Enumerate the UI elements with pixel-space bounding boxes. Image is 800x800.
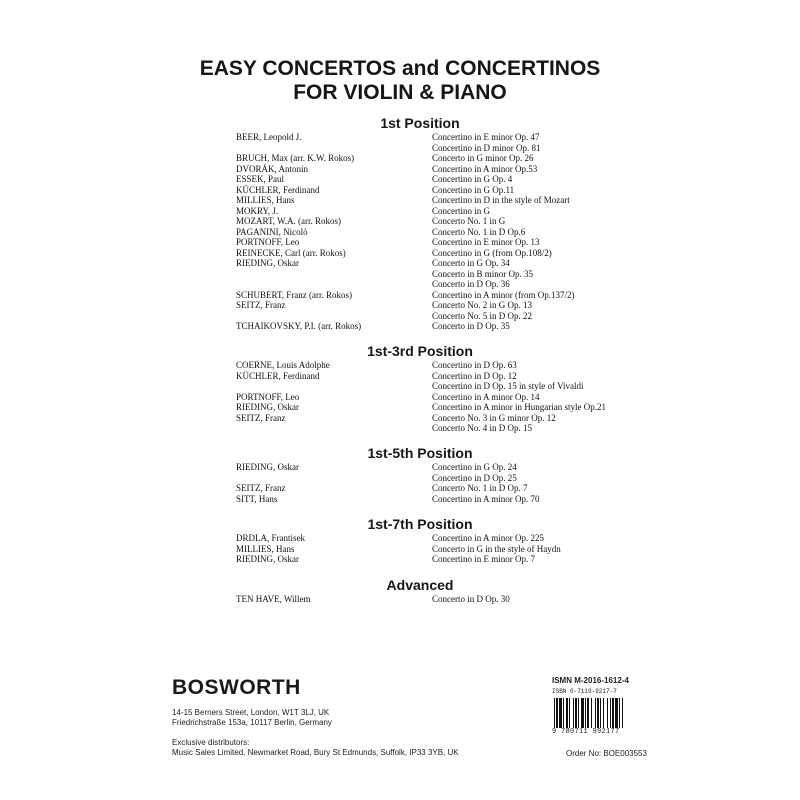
publisher-address-berlin: Friedrichstraße 153a, 10117 Berlin, Germany: [172, 718, 332, 727]
piece-title: Concerto in D Op. 36: [432, 279, 510, 289]
composer-name: TEN HAVE, Willem: [236, 594, 311, 604]
piece-title: Concerto No. 2 in G Op. 13: [432, 300, 532, 310]
list-item: [0, 227, 800, 238]
list-item: [0, 132, 800, 143]
isbn-number: ISBN 0-7119-9217-7: [552, 688, 617, 695]
list-item: [0, 371, 800, 382]
composer-name: RIEDING, Oskar: [236, 258, 299, 268]
list-item: [0, 195, 800, 206]
section-list-advanced: [0, 594, 800, 605]
composer-name: COERNE, Louis Adolphe: [236, 360, 330, 370]
piece-title: Concertino in G Op. 4: [432, 174, 513, 184]
piece-title: Concerto in G Op. 34: [432, 258, 510, 268]
section-heading-1st-7th-position: 1st-7th Position: [367, 516, 473, 532]
piece-title: Concertino in D minor Op. 81: [432, 142, 541, 153]
list-item: [0, 185, 800, 196]
composer-name: SITT, Hans: [236, 493, 278, 504]
publisher-logo: BOSWORTH: [172, 676, 301, 699]
list-item: [0, 311, 800, 322]
list-item: [0, 483, 800, 494]
piece-title: Concertino in E minor Op. 7: [432, 554, 535, 564]
composer-name: MILLIES, Hans: [236, 195, 295, 205]
piece-title: Concerto No. 4 in D Op. 15: [432, 423, 532, 433]
composer-name: SCHUBERT, Franz (arr. Rokos): [236, 289, 353, 300]
section-heading-advanced: Advanced: [386, 577, 454, 593]
section-list-1st-3rd-position: [0, 360, 800, 434]
composer-name: KÜCHLER, Ferdinand: [236, 370, 320, 381]
piece-title: Concertino in A minor in Hungarian style Op.21: [432, 402, 606, 412]
composer-name: SEITZ, Franz: [236, 483, 286, 493]
barcode-icon: [552, 698, 656, 728]
composer-name: SEITZ, Franz: [236, 300, 286, 310]
piece-title: Concerto No. 1 in G: [432, 216, 506, 226]
list-item: [0, 164, 800, 175]
list-item: [0, 402, 800, 413]
composer-name: RIEDING, Oskar: [236, 554, 299, 564]
piece-title: Concerto No. 1 in D Op. 7: [432, 483, 528, 493]
composer-name: PAGANINI, Nicolò: [236, 226, 308, 237]
piece-title: Concerto No. 1 in D Op.6: [432, 226, 526, 237]
distributors-address: Music Sales Limited, Newmarket Road, Bury St Edmunds, Suffolk, IP33 3YB, UK: [172, 748, 459, 757]
publisher-address-london: 14-15 Berners Street, London, W1T 3LJ, UK: [172, 708, 330, 717]
section-heading-1st-position: 1st Position: [380, 115, 460, 131]
piece-title: Concertino in D Op. 63: [432, 360, 517, 370]
list-item: [0, 153, 800, 164]
list-item: [0, 533, 800, 544]
list-item: [0, 174, 800, 185]
composer-name: KÜCHLER, Ferdinand: [236, 184, 320, 195]
list-item: [0, 554, 800, 565]
piece-title: Concerto in D Op. 30: [432, 594, 510, 604]
list-item: [0, 321, 800, 332]
piece-title: Concertino in D Op. 25: [432, 472, 517, 483]
composer-name: MOZART, W.A. (arr. Rokos): [236, 216, 342, 226]
piece-title: Concerto No. 5 in D Op. 22: [432, 310, 532, 321]
section-list-1st-5th-position: [0, 462, 800, 504]
list-item: [0, 392, 800, 403]
piece-title: Concerto No. 3 in G minor Op. 12: [432, 412, 556, 423]
title-line-2: FOR VIOLIN & PIANO: [293, 81, 507, 104]
piece-title: Concerto in D Op. 35: [432, 321, 510, 331]
piece-title: Concerto in G in the style of Haydn: [432, 543, 561, 554]
piece-title: Concertino in D Op. 15 in style of Vivaldi: [432, 381, 584, 391]
piece-title: Concertino in A minor Op. 225: [432, 533, 544, 543]
section-list-1st-position: [0, 132, 800, 332]
list-item: [0, 290, 800, 301]
piece-title: Concerto in G minor Op. 26: [432, 153, 534, 163]
list-item: [0, 216, 800, 227]
composer-name: ESSEK, Paul: [236, 174, 285, 184]
piece-title: Concertino in D Op. 12: [432, 370, 517, 381]
section-heading-1st-5th-position: 1st-5th Position: [367, 445, 473, 461]
piece-title: Concertino in A minor (from Op.137/2): [432, 289, 575, 300]
piece-title: Concertino in G (from Op.108/2): [432, 247, 552, 258]
distributors-label: Exclusive distributors:: [172, 738, 250, 747]
section-list-1st-7th-position: [0, 533, 800, 565]
ismn-number: ISMN M-2016-1612-4: [552, 676, 629, 685]
list-item: [0, 473, 800, 484]
composer-name: DRDLA, Frantisek: [236, 533, 305, 543]
isbn-block: [552, 676, 652, 737]
list-item: [0, 462, 800, 473]
composer-name: BEER, Leopold J.: [236, 132, 302, 142]
composer-name: BRUCH, Max (arr. K.W. Rokos): [236, 153, 355, 163]
composer-name: PORTNOFF, Leo: [236, 237, 300, 247]
order-number: Order No: BOE003553: [566, 749, 647, 758]
piece-title: Concertino in G Op. 24: [432, 462, 517, 472]
list-item: [0, 594, 800, 605]
list-item: [0, 206, 800, 217]
list-item: [0, 413, 800, 424]
composer-name: MOKRY, J.: [236, 205, 279, 216]
piece-title: Concertino in D in the style of Mozart: [432, 195, 570, 205]
piece-title: Concertino in E minor Op. 47: [432, 132, 540, 142]
piece-title: Concertino in A minor Op.53: [432, 163, 538, 174]
list-item: [0, 423, 800, 434]
composer-name: TCHAIKOVSKY, P.I. (arr. Rokos): [236, 321, 362, 331]
composer-name: RIEDING, Oskar: [236, 402, 299, 412]
piece-title: Concertino in G Op.11: [432, 184, 515, 195]
composer-name: MILLIES, Hans: [236, 543, 295, 554]
list-item: [0, 237, 800, 248]
piece-title: Concertino in E minor Op. 13: [432, 237, 540, 247]
piece-title: Concertino in A minor Op. 14: [432, 391, 540, 402]
composer-name: SEITZ, Franz: [236, 412, 286, 423]
list-item: [0, 381, 800, 392]
list-item: [0, 143, 800, 154]
composer-name: PORTNOFF, Leo: [236, 391, 300, 402]
title-line-1: EASY CONCERTOS and CONCERTINOS: [199, 57, 601, 80]
list-item: [0, 300, 800, 311]
composer-name: REINECKE, Carl (arr. Rokos): [236, 247, 346, 258]
list-item: [0, 544, 800, 555]
piece-title: Concerto in B minor Op. 35: [432, 268, 533, 279]
list-item: [0, 360, 800, 371]
section-heading-1st-3rd-position: 1st-3rd Position: [367, 343, 473, 359]
barcode-digits: 9 780711 992177: [552, 728, 620, 736]
list-item: [0, 494, 800, 505]
composer-name: DVORÁK, Antonín: [236, 163, 309, 174]
piece-title: Concertino in A minor Op. 70: [432, 493, 540, 504]
list-item: [0, 248, 800, 259]
list-item: [0, 258, 800, 269]
list-item: [0, 279, 800, 290]
list-item: [0, 269, 800, 280]
piece-title: Concertino in G: [432, 205, 490, 216]
composer-name: RIEDING, Oskar: [236, 462, 299, 472]
